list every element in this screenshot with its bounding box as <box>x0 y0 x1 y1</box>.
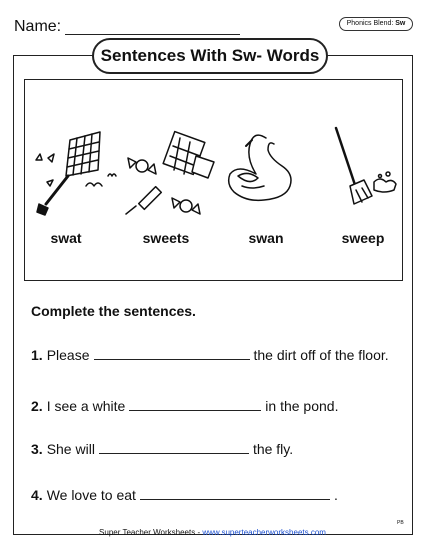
name-line <box>65 34 240 35</box>
sentence-after: . <box>333 487 338 503</box>
sentence-before: We love to eat <box>46 487 136 503</box>
footer-link[interactable]: www.superteacherworksheets.com <box>202 528 326 537</box>
sentence-number: 2. <box>31 398 43 414</box>
sentence-2 <box>31 398 338 414</box>
answer-blank-2[interactable] <box>129 398 261 411</box>
sentence-after: the fly. <box>252 441 294 457</box>
sentence-after: the dirt off of the floor. <box>253 347 389 363</box>
sentence-4 <box>31 487 338 503</box>
name-label: Name: <box>14 18 62 35</box>
sentence-after: in the pond. <box>265 398 339 414</box>
answer-blank-4[interactable] <box>140 487 330 500</box>
footer <box>0 528 425 537</box>
page-title: Sentences With Sw- Words <box>92 38 328 74</box>
fly-swatter-icon <box>36 132 116 215</box>
instructions: Complete the sentences. <box>31 303 196 319</box>
candy-icon <box>126 132 214 214</box>
answer-blank-1[interactable] <box>94 347 250 360</box>
sentence-number: 3. <box>31 441 43 457</box>
sentence-number: 4. <box>31 487 43 503</box>
sentence-before: She will <box>46 441 95 457</box>
word-swat: swat <box>50 230 82 246</box>
answer-blank-3[interactable] <box>99 441 249 454</box>
swan-icon <box>229 135 291 200</box>
sentence-number: 1. <box>31 347 43 363</box>
blend-prefix: Phonics Blend: <box>346 20 394 27</box>
sentence-before: Please <box>46 347 90 363</box>
word-sweep: sweep <box>341 230 385 246</box>
page-code: PB <box>397 520 404 526</box>
word-sweets: sweets <box>142 230 190 246</box>
sentence-before: I see a white <box>46 398 126 414</box>
sentence-3 <box>31 441 293 457</box>
broom-icon <box>336 128 396 204</box>
pictures-illustration <box>28 100 400 228</box>
word-swan: swan <box>248 230 284 246</box>
blend-value: Sw <box>395 20 406 27</box>
phonics-blend-badge <box>339 17 413 31</box>
footer-prefix: Super Teacher Worksheets - <box>99 528 203 537</box>
sentence-1 <box>31 347 389 363</box>
